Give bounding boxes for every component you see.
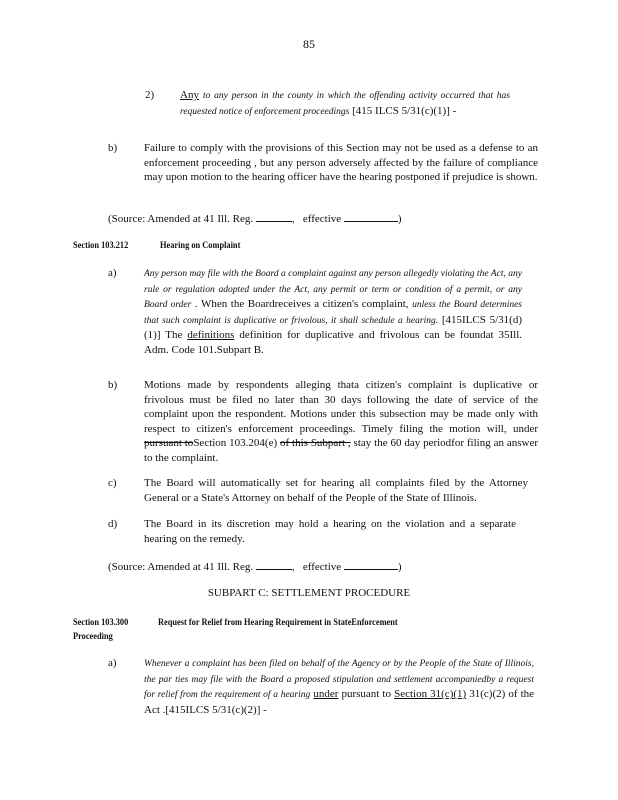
source-1-comma: , [291,213,295,225]
item-b1-label: b) [108,142,118,154]
source-note-1 [108,211,528,227]
item-a1-statute-2: unless the Board determines that such complaint is duplicative or frivolous, it shall schedule a hearing. [144,300,523,326]
item-b2-text-2: Section 103.204(e) [193,437,278,450]
source-1-close: ) [397,213,402,225]
item-2-end-mark: - [452,104,457,117]
source-1-date-blank [344,211,398,222]
item-a2-underlined-2: Section 31(c)(1) [394,688,467,701]
item-b1-text: Failure to comply with the provisions of this Section may not be used as a defense to an enforcement proceeding , but any person adversely affected by the failure of compliance may upon motion to the hearing officer have the hearing postponed if prejudice is shown. [144,142,538,184]
item-b2-text-1: Motions made by respondents alleging thata citizen's complaint is duplicative or frivolous must be filed no later than 30 days following the date of service of the complaint upon the respondent. Motions under this subsection may be made only with respect to citizen's enforcement proceedings. Timely filing the motion will, under [144,379,538,435]
source-note-2 [108,559,528,575]
section-103-212-title: Hearing on Complaint [160,241,241,251]
item-a1-label: a) [108,267,117,279]
section-103-300-title: Request for Relief from Hearing Requirement in StateEnforcement [158,618,398,628]
source-2-reg-blank [256,559,292,570]
item-d-text: The Board in its discretion may hold a hearing on the violation and a separate hearing on the remedy. [144,518,516,545]
item-2-underlined: Any [180,89,199,101]
source-2-prefix: (Source: Amended at 41 Ill. Reg. [108,561,254,573]
item-a1-underlined: definitions [187,329,235,342]
source-2-close: ) [397,561,402,573]
item-a1-text-1: . When the Boardreceives a citizen's complaint, [194,298,409,311]
item-a1-text-3: definition for duplicative and frivolous can be foundat 35Ill. Adm. Code 101.Subpart B. [144,329,523,356]
item-a2-label: a) [108,657,117,669]
section-103-300-number: Section 103.300 [73,618,129,628]
section-103-212-number: Section 103.212 [73,241,129,251]
item-2-citation: [415 ILCS 5/31(c)(1)] [352,104,450,117]
source-2-date-blank [344,559,398,570]
item-b2-text-3: stay the 60 day periodfor filing an answer to the complaint. [144,437,538,464]
item-c-text: The Board will automatically set for hearing all complaints filed by the Attorney General or a State's Attorney on behalf of the People of the State of Illinois. [144,477,528,504]
source-2-effective: effective [302,561,342,573]
item-a2-text-1: pursuant to [341,688,391,701]
item-d-label: d) [108,518,118,530]
item-2-statute-text: to any person in the county in which the offending activity occurred that has requested notice of enforcement proceedings [180,91,511,117]
item-a1-statute-1: Any person may file with the Board a complaint against any person allegedly violating the Act, any rule or regulation adopted under the Act, any permit or term or condition of a permit, or any Board order [144,269,522,311]
item-a1-text [144,266,522,358]
source-2-comma: , [291,561,295,573]
item-b2-label: b) [108,379,118,391]
source-1-reg-blank [256,211,292,222]
item-b2-struck-1: pursuant to [144,437,194,450]
item-2-label: 2) [145,89,155,101]
item-a2-text [144,656,534,717]
subpart-c-heading: SUBPART C: SETTLEMENT PROCEDURE [207,587,411,599]
item-b2-struck-2: of this Subpart , [280,437,351,450]
section-103-300-title-cont: Proceeding [73,632,113,642]
item-a2-end-mark: - [263,703,267,716]
item-a2-text-2: 31(c)(2) of the Act .[415ILCS 5/31(c)(2)] [144,688,535,716]
item-c-label: c) [108,477,117,489]
source-1-prefix: (Source: Amended at 41 Ill. Reg. [108,213,254,225]
item-2-text [180,88,510,119]
page-number: 85 [303,37,315,51]
item-a2-statute-1: Whenever a complaint has been filed on behalf of the Agency or by the People of the State of Illinois, the par ties may file with the Board a proposed stipulation and settlement accompaniedby a request for relief from the requirement of a hearing [144,659,534,701]
item-a2-underlined-1: under [313,688,339,701]
item-b2-text [144,378,538,466]
source-1-effective: effective [302,213,342,225]
item-a1-text-2: [415ILCS 5/31(d)(1)] The [144,313,522,342]
